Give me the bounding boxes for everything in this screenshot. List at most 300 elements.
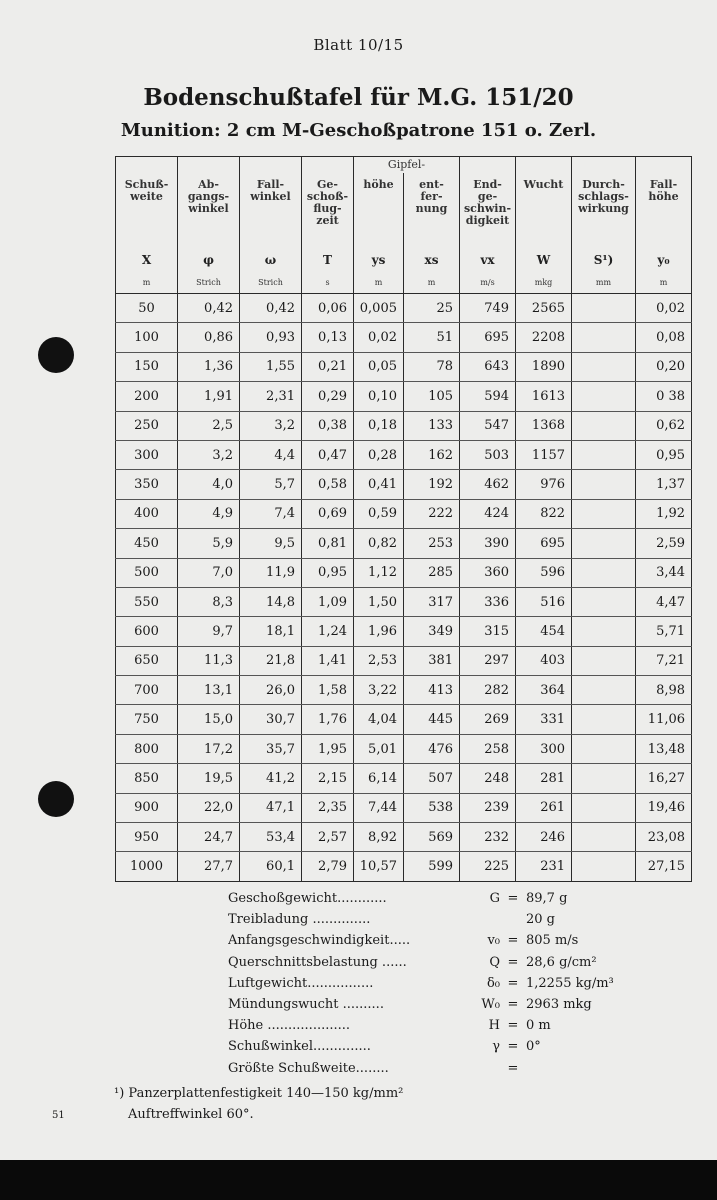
table-row: [116, 705, 692, 734]
sheet-number: Blatt 10/15: [313, 36, 404, 54]
table-cell: 0,42: [240, 294, 302, 323]
table-cell: 192: [404, 470, 460, 499]
table-cell: 19,5: [178, 764, 240, 793]
table-row: [116, 764, 692, 793]
table-cell: 0,62: [636, 411, 692, 440]
column-symbol: φ: [203, 253, 214, 267]
table-cell: 231: [516, 852, 572, 881]
table-cell: 2,5: [178, 411, 240, 440]
table-cell: 1,58: [302, 676, 354, 705]
footnote-line: Auftreffwinkel 60°.: [128, 1107, 254, 1122]
table-cell: 360: [460, 558, 516, 587]
table-cell: 1,41: [302, 646, 354, 675]
table-cell: 750: [116, 705, 178, 734]
group-header-gipfel: Gipfel-: [354, 157, 460, 174]
table-cell: [572, 558, 636, 587]
table-cell: 403: [516, 646, 572, 675]
table-cell: 596: [516, 558, 572, 587]
note-symbol: v₀: [487, 933, 500, 949]
table-cell: 23,08: [636, 823, 692, 852]
table-cell: 1890: [516, 352, 572, 381]
table-cell: 547: [460, 411, 516, 440]
table-cell: 50: [116, 294, 178, 323]
column-header-label: Wucht: [523, 178, 564, 191]
table-cell: 1,36: [178, 352, 240, 381]
column-symbol: ys: [371, 253, 386, 267]
table-cell: 800: [116, 734, 178, 763]
table-cell: 7,0: [178, 558, 240, 587]
note-label: Höhe ....................: [228, 1018, 351, 1034]
table-cell: 5,01: [354, 734, 404, 763]
note-value: 0 m: [526, 1018, 551, 1034]
column-symbol: W: [536, 253, 551, 267]
table-cell: 0,02: [354, 323, 404, 352]
column-unit: Strich: [240, 271, 302, 294]
table-cell: 15,0: [178, 705, 240, 734]
table-cell: 507: [404, 764, 460, 793]
table-cell: 569: [404, 823, 460, 852]
column-unit: m: [354, 271, 404, 294]
table-cell: 300: [116, 440, 178, 469]
table-cell: 0,95: [302, 558, 354, 587]
footnote: [114, 1083, 403, 1125]
table-cell: 599: [404, 852, 460, 881]
table-cell: 3,2: [178, 440, 240, 469]
table-cell: 11,9: [240, 558, 302, 587]
note-symbol: G: [489, 891, 500, 907]
table-cell: 4,0: [178, 470, 240, 499]
table-cell: 2,53: [354, 646, 404, 675]
table-cell: 454: [516, 617, 572, 646]
column-header: [354, 173, 404, 271]
table-cell: 10,57: [354, 852, 404, 881]
table-cell: 4,9: [178, 499, 240, 528]
column-header: [516, 173, 572, 271]
table-cell: 222: [404, 499, 460, 528]
table-cell: 24,7: [178, 823, 240, 852]
table-cell: 413: [404, 676, 460, 705]
table-cell: 600: [116, 617, 178, 646]
table-cell: 18,1: [240, 617, 302, 646]
table-cell: 1157: [516, 440, 572, 469]
table-row: [116, 558, 692, 587]
note-value: 805 m/s: [526, 933, 579, 949]
page-subtitle: Munition: 2 cm M-Geschoßpatrone 151 o. Zerl.: [120, 120, 597, 141]
table-cell: 650: [116, 646, 178, 675]
table-cell: 100: [116, 323, 178, 352]
table-cell: 0,95: [636, 440, 692, 469]
table-cell: 0,20: [636, 352, 692, 381]
table-cell: 4,47: [636, 587, 692, 616]
table-cell: 35,7: [240, 734, 302, 763]
table-cell: 0,38: [302, 411, 354, 440]
table-cell: 14,8: [240, 587, 302, 616]
table-cell: 538: [404, 793, 460, 822]
table-cell: [572, 440, 636, 469]
table-cell: 1368: [516, 411, 572, 440]
note-value: 2963 mkg: [526, 997, 592, 1013]
column-header: [116, 173, 178, 271]
column-header: [460, 173, 516, 271]
note-label: Treibladung ..............: [228, 912, 371, 928]
column-header-label: Fall- höhe: [648, 178, 679, 203]
table-cell: [572, 705, 636, 734]
table-cell: 27,15: [636, 852, 692, 881]
table-cell: 317: [404, 587, 460, 616]
column-header: [240, 173, 302, 271]
table-cell: [572, 352, 636, 381]
table-cell: [572, 411, 636, 440]
table-cell: 381: [404, 646, 460, 675]
table-cell: 60,1: [240, 852, 302, 881]
column-symbol: ω: [264, 253, 277, 267]
page-number: 51: [52, 1110, 65, 1121]
table-cell: 0,93: [240, 323, 302, 352]
table-cell: 0,58: [302, 470, 354, 499]
table-cell: 261: [516, 793, 572, 822]
table-cell: [572, 382, 636, 411]
table-cell: 53,4: [240, 823, 302, 852]
table-row: [116, 852, 692, 881]
note-symbol: W₀: [481, 997, 500, 1013]
note-equals: =: [507, 891, 519, 907]
punch-hole: [38, 337, 74, 373]
column-header: [404, 173, 460, 271]
projectile-data-notes: [228, 888, 628, 1079]
table-cell: 239: [460, 793, 516, 822]
column-header: [178, 173, 240, 271]
table-cell: [572, 617, 636, 646]
table-cell: [572, 323, 636, 352]
table-cell: 390: [460, 529, 516, 558]
table-cell: 0,10: [354, 382, 404, 411]
table-cell: 976: [516, 470, 572, 499]
note-equals: =: [507, 1018, 519, 1034]
table-cell: 51: [404, 323, 460, 352]
table-cell: 0,21: [302, 352, 354, 381]
column-symbol: S¹): [593, 253, 614, 267]
table-cell: 8,98: [636, 676, 692, 705]
table-cell: 0,86: [178, 323, 240, 352]
ballistic-table: [115, 156, 692, 882]
column-unit: m: [404, 271, 460, 294]
table-cell: 47,1: [240, 793, 302, 822]
table-cell: 200: [116, 382, 178, 411]
table-cell: 300: [516, 734, 572, 763]
table-cell: 0,82: [354, 529, 404, 558]
table-cell: 150: [116, 352, 178, 381]
table-cell: 6,14: [354, 764, 404, 793]
table-row: [116, 294, 692, 323]
table-cell: 27,7: [178, 852, 240, 881]
column-header-label: Schuß- weite: [124, 178, 169, 203]
table-cell: 7,44: [354, 793, 404, 822]
note-row: [228, 1036, 628, 1057]
column-header-label: Ge- schoß- flug- zeit: [306, 178, 349, 227]
column-unit: m: [116, 271, 178, 294]
table-cell: 253: [404, 529, 460, 558]
column-symbol: xs: [424, 253, 439, 267]
table-cell: 2,31: [240, 382, 302, 411]
note-symbol: Q: [489, 954, 500, 970]
note-row: [228, 973, 628, 994]
table-cell: 0,29: [302, 382, 354, 411]
table-cell: 1,12: [354, 558, 404, 587]
table-cell: 1,55: [240, 352, 302, 381]
table-cell: 1,95: [302, 734, 354, 763]
table-row: [116, 411, 692, 440]
table-cell: 331: [516, 705, 572, 734]
table-cell: 450: [116, 529, 178, 558]
table-cell: 162: [404, 440, 460, 469]
footnote-line: ¹) Panzerplattenfestigkeit 140—150 kg/mm²: [114, 1086, 404, 1101]
table-cell: 424: [460, 499, 516, 528]
note-equals: =: [507, 954, 519, 970]
table-cell: 282: [460, 676, 516, 705]
table-cell: 78: [404, 352, 460, 381]
note-label: Querschnittsbelastung ......: [228, 954, 407, 970]
table-cell: 500: [116, 558, 178, 587]
note-row: [228, 952, 628, 973]
table-row: [116, 646, 692, 675]
note-equals: =: [507, 1060, 519, 1076]
table-cell: [572, 529, 636, 558]
table-cell: 0,47: [302, 440, 354, 469]
table-cell: 695: [460, 323, 516, 352]
column-symbol: T: [323, 253, 332, 267]
table-cell: 8,92: [354, 823, 404, 852]
table-cell: 248: [460, 764, 516, 793]
table-cell: 9,5: [240, 529, 302, 558]
table-cell: 8,3: [178, 587, 240, 616]
table-cell: 2208: [516, 323, 572, 352]
table-row: [116, 529, 692, 558]
column-header-label: End- ge- schwin- digkeit: [463, 178, 512, 227]
column-unit: m: [636, 271, 692, 294]
table-cell: 105: [404, 382, 460, 411]
note-label: Luftgewicht................: [228, 975, 374, 991]
table-cell: 1000: [116, 852, 178, 881]
note-value: 0°: [526, 1039, 541, 1055]
table-cell: 822: [516, 499, 572, 528]
table-cell: 1,09: [302, 587, 354, 616]
table-cell: 0,81: [302, 529, 354, 558]
note-symbol: δ₀: [486, 975, 500, 991]
table-row: [116, 499, 692, 528]
table-cell: 19,46: [636, 793, 692, 822]
note-equals: =: [507, 975, 519, 991]
column-unit: s: [302, 271, 354, 294]
table-cell: 133: [404, 411, 460, 440]
note-equals: =: [507, 997, 519, 1013]
note-row: [228, 888, 628, 909]
table-cell: 3,44: [636, 558, 692, 587]
table-cell: [572, 852, 636, 881]
table-cell: 2,59: [636, 529, 692, 558]
note-row: [228, 930, 628, 951]
table-cell: 0,05: [354, 352, 404, 381]
table-cell: 2565: [516, 294, 572, 323]
table-cell: 462: [460, 470, 516, 499]
table-cell: 364: [516, 676, 572, 705]
table-cell: 11,3: [178, 646, 240, 675]
note-equals: =: [507, 933, 519, 949]
page-title: Bodenschußtafel für M.G. 151/20: [143, 84, 574, 111]
table-cell: 0,41: [354, 470, 404, 499]
table-cell: 258: [460, 734, 516, 763]
table-cell: [572, 734, 636, 763]
table-cell: 1,50: [354, 587, 404, 616]
table-row: [116, 617, 692, 646]
table-cell: 1613: [516, 382, 572, 411]
column-header-label: Durch- schlags- wirkung: [578, 178, 629, 215]
table-cell: [572, 294, 636, 323]
column-header-label: Ab- gangs- winkel: [187, 178, 230, 215]
note-row: [228, 1015, 628, 1036]
table-cell: 695: [516, 529, 572, 558]
table-cell: 550: [116, 587, 178, 616]
table-cell: 250: [116, 411, 178, 440]
column-header: [302, 173, 354, 271]
column-header-label: ent- fer- nung: [415, 178, 448, 215]
column-symbol: vx: [480, 253, 495, 267]
table-cell: 0,13: [302, 323, 354, 352]
table-cell: 0,28: [354, 440, 404, 469]
table-cell: 232: [460, 823, 516, 852]
table-cell: 700: [116, 676, 178, 705]
note-label: Anfangsgeschwindigkeit.....: [228, 933, 411, 949]
table-row: [116, 440, 692, 469]
table-cell: 25: [404, 294, 460, 323]
table-cell: 749: [460, 294, 516, 323]
table-cell: 17,2: [178, 734, 240, 763]
table-cell: 0,59: [354, 499, 404, 528]
table-cell: [572, 764, 636, 793]
table-cell: 2,35: [302, 793, 354, 822]
table-cell: [572, 470, 636, 499]
note-label: Schußwinkel..............: [228, 1039, 371, 1055]
table-row: [116, 352, 692, 381]
table-cell: 0,02: [636, 294, 692, 323]
table-cell: 269: [460, 705, 516, 734]
table-cell: 297: [460, 646, 516, 675]
table-cell: 7,4: [240, 499, 302, 528]
table-cell: 7,21: [636, 646, 692, 675]
table-cell: 13,1: [178, 676, 240, 705]
table-cell: 1,96: [354, 617, 404, 646]
table-cell: 13,48: [636, 734, 692, 763]
table-cell: 476: [404, 734, 460, 763]
table-cell: 5,71: [636, 617, 692, 646]
table-cell: [572, 676, 636, 705]
table-cell: 1,37: [636, 470, 692, 499]
table-cell: 503: [460, 440, 516, 469]
scan-border: [0, 1160, 717, 1200]
note-row: [228, 909, 628, 930]
table-row: [116, 323, 692, 352]
column-header: [636, 173, 692, 271]
note-value: 28,6 g/cm²: [526, 954, 597, 970]
table-cell: 1,24: [302, 617, 354, 646]
table-cell: [572, 499, 636, 528]
column-unit: m/s: [460, 271, 516, 294]
table-cell: 0,18: [354, 411, 404, 440]
table-cell: 445: [404, 705, 460, 734]
table-cell: 350: [116, 470, 178, 499]
table-cell: 1,76: [302, 705, 354, 734]
note-row: [228, 994, 628, 1015]
table-cell: 30,7: [240, 705, 302, 734]
table-cell: 26,0: [240, 676, 302, 705]
table-cell: [572, 587, 636, 616]
table-row: [116, 734, 692, 763]
table-row: [116, 823, 692, 852]
table-cell: 4,04: [354, 705, 404, 734]
note-symbol: H: [488, 1018, 500, 1034]
column-header-label: höhe: [363, 178, 394, 191]
column-header: [572, 173, 636, 271]
table-cell: 315: [460, 617, 516, 646]
table-cell: 22,0: [178, 793, 240, 822]
table-cell: 4,4: [240, 440, 302, 469]
table-cell: [572, 823, 636, 852]
table-cell: 281: [516, 764, 572, 793]
note-row: [228, 1058, 628, 1079]
table-row: [116, 793, 692, 822]
table-cell: 41,2: [240, 764, 302, 793]
table-cell: 0,005: [354, 294, 404, 323]
note-label: Geschoßgewicht............: [228, 891, 387, 907]
table-cell: 516: [516, 587, 572, 616]
table-row: [116, 587, 692, 616]
table-cell: 285: [404, 558, 460, 587]
column-symbol: X: [141, 253, 152, 267]
note-label: Mündungswucht ..........: [228, 997, 384, 1013]
table-cell: 9,7: [178, 617, 240, 646]
table-cell: 850: [116, 764, 178, 793]
table-cell: 0,69: [302, 499, 354, 528]
table-cell: 0,08: [636, 323, 692, 352]
punch-hole: [38, 781, 74, 817]
table-cell: 400: [116, 499, 178, 528]
table-cell: 2,57: [302, 823, 354, 852]
table-cell: 11,06: [636, 705, 692, 734]
note-label: Größte Schußweite........: [228, 1060, 389, 1076]
note-value: 20 g: [526, 912, 555, 928]
table-cell: 225: [460, 852, 516, 881]
table-cell: 349: [404, 617, 460, 646]
column-unit: Strich: [178, 271, 240, 294]
column-header-label: Fall- winkel: [250, 178, 291, 203]
table-cell: 900: [116, 793, 178, 822]
table-row: [116, 470, 692, 499]
table-cell: 3,22: [354, 676, 404, 705]
table-cell: 1,92: [636, 499, 692, 528]
table-cell: 2,79: [302, 852, 354, 881]
column-unit: mm: [572, 271, 636, 294]
column-symbol: y₀: [657, 253, 670, 267]
note-equals: =: [507, 1039, 519, 1055]
note-symbol: γ: [492, 1039, 500, 1055]
table-cell: 0,06: [302, 294, 354, 323]
column-unit: mkg: [516, 271, 572, 294]
table-cell: 16,27: [636, 764, 692, 793]
note-value: 89,7 g: [526, 891, 568, 907]
table-cell: 336: [460, 587, 516, 616]
table-cell: 21,8: [240, 646, 302, 675]
table-cell: 5,9: [178, 529, 240, 558]
table-cell: 1,91: [178, 382, 240, 411]
